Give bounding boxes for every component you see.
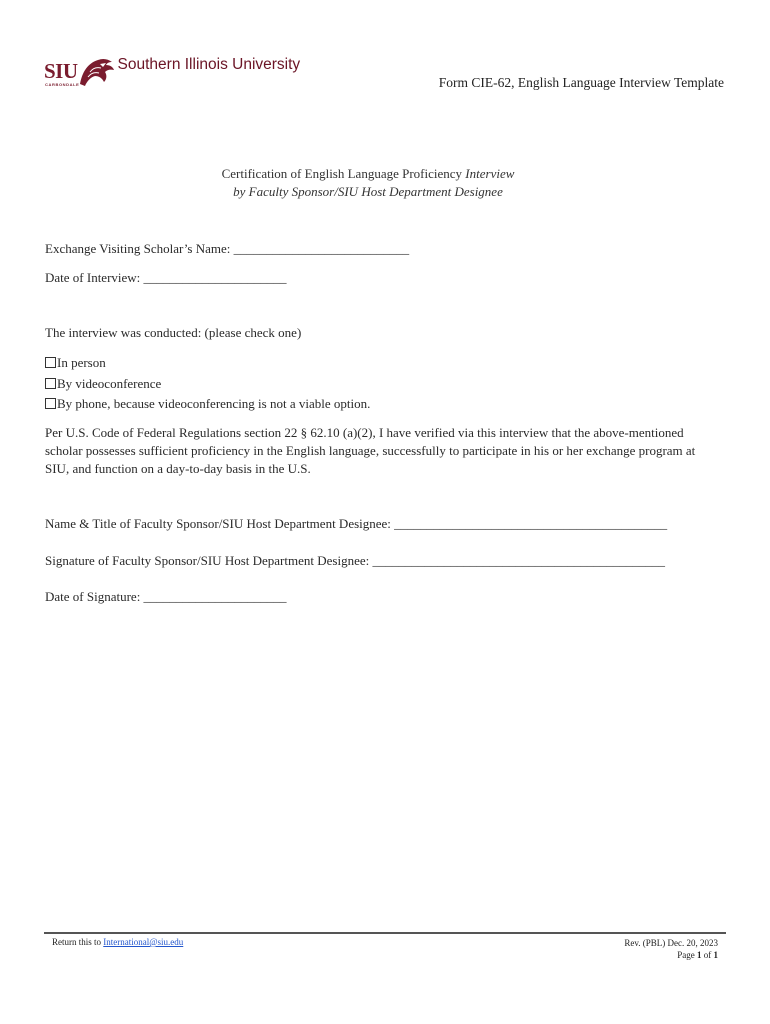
saluki-dog-icon [76,54,118,88]
document-title [0,166,736,182]
option-videoconference[interactable] [45,376,161,392]
footer-return [52,937,183,947]
checkbox-phone[interactable] [45,398,56,409]
option-label: In person [57,355,106,370]
option-label: By phone, because videoconferencing is not a viable option. [57,396,371,411]
logo-sub: CARBONDALE [45,81,80,87]
siu-logo [44,54,300,88]
logo-abbr: SIU CARBONDALE [44,58,80,87]
page-number: Page 1 of 1 [677,950,718,960]
option-in-person[interactable] [45,355,106,371]
certification-paragraph: Per U.S. Code of Federal Regulations section 22 § 62.10 (a)(2), I have verified via this interview that the above-mentioned scholar possesses sufficient proficiency in the English language, successfully to participate in his or her exchange program at SIU, and function on a day-to-day basis in the U.S. [45,425,696,476]
method-prompt: The interview was conducted: (please check one) [45,325,302,340]
footer-meta [624,937,718,961]
name-title-field[interactable]: Name & Title of Faculty Sponsor/SIU Host Department Designee: __________________________________________ [45,516,668,531]
option-label: By videoconference [57,376,162,391]
revision-date: Rev. (PBL) Dec. 20, 2023 [624,938,718,948]
option-phone[interactable] [45,396,370,412]
university-name: Southern Illinois University [117,56,301,73]
return-prefix: Return this to [52,937,104,947]
signature-field[interactable]: Signature of Faculty Sponsor/SIU Host Department Designee: _____________________________________________ [45,553,665,568]
scholar-name-field[interactable]: Exchange Visiting Scholar’s Name: ___________________________ [45,241,410,256]
title-line1-italic: Interview [465,166,515,181]
interview-date-field[interactable]: Date of Interview: ______________________ [45,270,287,285]
signature-date-field[interactable]: Date of Signature: ______________________ [45,589,287,604]
checkbox-videoconference[interactable] [45,378,56,389]
form-title: Form CIE-62, English Language Interview Template [438,75,724,90]
footer-divider [44,932,726,934]
title-line1: Certification of English Language Proficiency [221,166,466,181]
document-subtitle: by Faculty Sponsor/SIU Host Department Designee [233,184,503,199]
email-link[interactable]: International@siu.edu [103,937,184,947]
checkbox-in-person[interactable] [45,357,56,368]
